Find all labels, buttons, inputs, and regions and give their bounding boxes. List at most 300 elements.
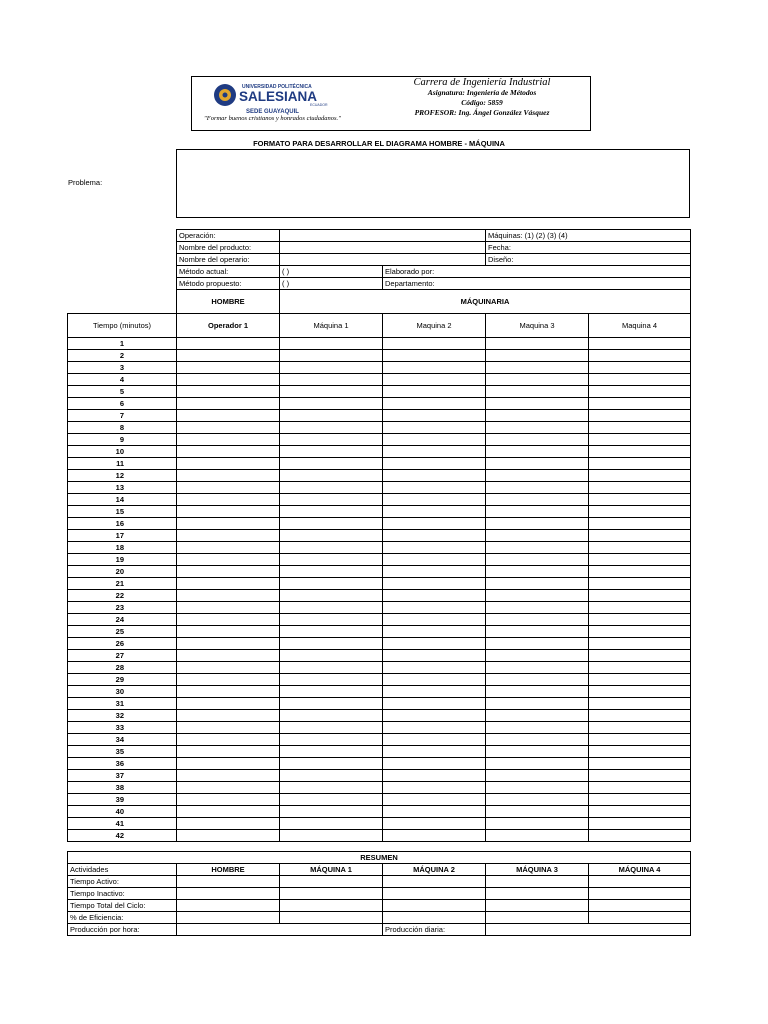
time-cell[interactable]	[280, 386, 383, 398]
group-maquinaria: MÁQUINARIA	[280, 290, 691, 314]
salesiana-logo	[212, 81, 342, 115]
time-cell[interactable]	[589, 710, 691, 722]
time-cell[interactable]	[589, 338, 691, 350]
time-cell[interactable]	[177, 518, 280, 530]
time-cell[interactable]	[383, 446, 486, 458]
time-row-number: 13	[68, 482, 177, 494]
time-cell[interactable]	[177, 614, 280, 626]
time-cell[interactable]	[280, 602, 383, 614]
time-row-number: 38	[68, 782, 177, 794]
time-cell[interactable]	[280, 530, 383, 542]
time-cell[interactable]	[177, 554, 280, 566]
time-row-number: 15	[68, 506, 177, 518]
resumen-cell[interactable]	[486, 876, 589, 888]
time-cell[interactable]	[177, 830, 280, 842]
time-cell[interactable]	[589, 482, 691, 494]
professor: PROFESOR: Ing. Ángel González Vásquez	[414, 108, 550, 117]
time-cell[interactable]	[589, 398, 691, 410]
time-cell[interactable]	[177, 650, 280, 662]
time-row	[68, 662, 691, 674]
time-cell[interactable]	[383, 590, 486, 602]
time-cell[interactable]	[177, 746, 280, 758]
time-cell[interactable]	[383, 422, 486, 434]
time-cell[interactable]	[383, 698, 486, 710]
time-cell[interactable]	[177, 722, 280, 734]
time-cell[interactable]	[589, 734, 691, 746]
time-row	[68, 362, 691, 374]
elaborado-label: Elaborado por:	[383, 266, 691, 278]
time-cell[interactable]	[383, 746, 486, 758]
time-cell[interactable]	[589, 494, 691, 506]
time-row	[68, 794, 691, 806]
time-cell[interactable]	[589, 362, 691, 374]
time-cell[interactable]	[177, 386, 280, 398]
time-cell[interactable]	[280, 710, 383, 722]
time-cell[interactable]	[383, 554, 486, 566]
time-cell[interactable]	[589, 830, 691, 842]
time-row	[68, 446, 691, 458]
time-cell[interactable]	[383, 602, 486, 614]
fecha-label: Fecha:	[486, 242, 691, 254]
time-cell[interactable]	[486, 530, 589, 542]
time-row-number: 5	[68, 386, 177, 398]
time-cell[interactable]	[486, 722, 589, 734]
time-cell[interactable]	[486, 350, 589, 362]
time-cell[interactable]	[383, 506, 486, 518]
time-row-number: 25	[68, 626, 177, 638]
time-cell[interactable]	[280, 434, 383, 446]
time-cell[interactable]	[383, 470, 486, 482]
time-row	[68, 410, 691, 422]
time-cell[interactable]	[589, 446, 691, 458]
resumen-cell[interactable]	[589, 912, 691, 924]
time-row-number: 35	[68, 746, 177, 758]
time-row	[68, 626, 691, 638]
time-cell[interactable]	[280, 638, 383, 650]
time-cell[interactable]	[589, 410, 691, 422]
time-cell[interactable]	[177, 626, 280, 638]
resumen-hombre: HOMBRE	[177, 864, 280, 876]
metodo-actual-check[interactable]: ( )	[280, 266, 383, 278]
time-cell[interactable]	[280, 830, 383, 842]
time-cell[interactable]	[177, 398, 280, 410]
time-cell[interactable]	[280, 374, 383, 386]
time-cell[interactable]	[383, 818, 486, 830]
time-cell[interactable]	[589, 650, 691, 662]
time-cell[interactable]	[589, 350, 691, 362]
time-cell[interactable]	[486, 506, 589, 518]
time-row-number: 11	[68, 458, 177, 470]
time-cell[interactable]	[280, 806, 383, 818]
operario-label: Nombre del operario:	[177, 254, 280, 266]
time-cell[interactable]	[486, 818, 589, 830]
time-cell[interactable]	[486, 674, 589, 686]
time-cell[interactable]	[383, 614, 486, 626]
time-cell[interactable]	[280, 542, 383, 554]
time-cell[interactable]	[177, 578, 280, 590]
time-cell[interactable]	[177, 602, 280, 614]
time-cell[interactable]	[383, 626, 486, 638]
time-cell[interactable]	[589, 686, 691, 698]
time-cell[interactable]	[177, 458, 280, 470]
time-cell[interactable]	[486, 710, 589, 722]
time-cell[interactable]	[177, 818, 280, 830]
time-cell[interactable]	[589, 578, 691, 590]
time-cell[interactable]	[177, 374, 280, 386]
metodo-propuesto-check[interactable]: ( )	[280, 278, 383, 290]
time-cell[interactable]	[589, 602, 691, 614]
time-cell[interactable]	[383, 458, 486, 470]
resumen-cell[interactable]	[589, 900, 691, 912]
time-cell[interactable]	[589, 782, 691, 794]
time-cell[interactable]	[486, 746, 589, 758]
time-cell[interactable]	[177, 566, 280, 578]
time-cell[interactable]	[486, 782, 589, 794]
departamento-label: Departamento:	[383, 278, 691, 290]
time-cell[interactable]	[589, 542, 691, 554]
time-cell[interactable]	[177, 710, 280, 722]
time-cell[interactable]	[589, 698, 691, 710]
operacion-field[interactable]	[280, 230, 486, 242]
resumen-cell[interactable]	[280, 888, 383, 900]
time-row-number: 26	[68, 638, 177, 650]
time-cell[interactable]	[589, 794, 691, 806]
time-cell[interactable]	[589, 662, 691, 674]
time-cell[interactable]	[177, 482, 280, 494]
time-cell[interactable]	[486, 338, 589, 350]
resumen-cell[interactable]	[177, 912, 280, 924]
time-row-number: 42	[68, 830, 177, 842]
time-cell[interactable]	[589, 554, 691, 566]
time-cell[interactable]	[486, 446, 589, 458]
time-cell[interactable]	[280, 470, 383, 482]
time-cell[interactable]	[589, 746, 691, 758]
time-cell[interactable]	[486, 470, 589, 482]
time-cell[interactable]	[177, 686, 280, 698]
time-cell[interactable]	[486, 770, 589, 782]
col-maquina-2: Maquina 2	[383, 314, 486, 338]
time-cell[interactable]	[177, 530, 280, 542]
time-cell[interactable]	[280, 362, 383, 374]
time-row	[68, 830, 691, 842]
time-cell[interactable]	[383, 782, 486, 794]
time-cell[interactable]	[383, 434, 486, 446]
time-cell[interactable]	[589, 626, 691, 638]
time-cell[interactable]	[280, 758, 383, 770]
time-cell[interactable]	[589, 470, 691, 482]
time-cell[interactable]	[280, 398, 383, 410]
logo-university: UNIVERSIDAD POLITÉCNICA	[242, 84, 312, 90]
time-cell[interactable]	[280, 674, 383, 686]
time-cell[interactable]	[486, 794, 589, 806]
time-cell[interactable]	[486, 410, 589, 422]
time-cell[interactable]	[177, 638, 280, 650]
time-cell[interactable]	[383, 518, 486, 530]
col-operador: Operador 1	[177, 314, 280, 338]
time-cell[interactable]	[383, 638, 486, 650]
time-cell[interactable]	[280, 566, 383, 578]
resumen-cell[interactable]	[486, 900, 589, 912]
time-cell[interactable]	[177, 506, 280, 518]
time-row-number: 23	[68, 602, 177, 614]
resumen-cell[interactable]	[177, 888, 280, 900]
time-row	[68, 698, 691, 710]
time-cell[interactable]	[280, 722, 383, 734]
resumen-cell[interactable]	[383, 876, 486, 888]
time-cell[interactable]	[177, 734, 280, 746]
resumen-cell[interactable]	[177, 876, 280, 888]
time-cell[interactable]	[383, 398, 486, 410]
time-cell[interactable]	[383, 758, 486, 770]
time-cell[interactable]	[280, 614, 383, 626]
time-cell[interactable]	[589, 506, 691, 518]
time-cell[interactable]	[383, 482, 486, 494]
header-box	[191, 76, 591, 131]
time-cell[interactable]	[383, 494, 486, 506]
time-cell[interactable]	[177, 410, 280, 422]
time-cell[interactable]	[177, 782, 280, 794]
time-row-number: 7	[68, 410, 177, 422]
resumen-cell[interactable]	[589, 888, 691, 900]
time-cell[interactable]	[486, 638, 589, 650]
col-maquina-4: Maquina 4	[589, 314, 691, 338]
time-row	[68, 770, 691, 782]
time-cell[interactable]	[589, 674, 691, 686]
time-cell[interactable]	[280, 698, 383, 710]
time-cell[interactable]	[383, 674, 486, 686]
time-cell[interactable]	[177, 446, 280, 458]
time-cell[interactable]	[589, 518, 691, 530]
time-cell[interactable]	[280, 338, 383, 350]
time-cell[interactable]	[280, 590, 383, 602]
time-cell[interactable]	[177, 362, 280, 374]
produccion-hora-field[interactable]	[177, 924, 383, 936]
time-cell[interactable]	[280, 458, 383, 470]
time-row	[68, 542, 691, 554]
time-cell[interactable]	[589, 638, 691, 650]
resumen-cell[interactable]	[280, 900, 383, 912]
time-row-number: 28	[68, 662, 177, 674]
operario-field[interactable]	[280, 254, 486, 266]
time-cell[interactable]	[589, 434, 691, 446]
time-cell[interactable]	[486, 422, 589, 434]
time-cell[interactable]	[383, 650, 486, 662]
time-cell[interactable]	[280, 626, 383, 638]
time-cell[interactable]	[486, 734, 589, 746]
time-cell[interactable]	[280, 518, 383, 530]
time-cell[interactable]	[383, 722, 486, 734]
time-cell[interactable]	[280, 746, 383, 758]
time-cell[interactable]	[486, 494, 589, 506]
time-cell[interactable]	[486, 362, 589, 374]
time-cell[interactable]	[177, 590, 280, 602]
maquinas-label: Máquinas: (1) (2) (3) (4)	[486, 230, 691, 242]
time-row-number: 21	[68, 578, 177, 590]
time-cell[interactable]	[589, 770, 691, 782]
time-cell[interactable]	[486, 566, 589, 578]
operacion-label: Operación:	[177, 230, 280, 242]
group-hombre: HOMBRE	[177, 290, 280, 314]
time-cell[interactable]	[589, 818, 691, 830]
time-row-number: 22	[68, 590, 177, 602]
producto-field[interactable]	[280, 242, 486, 254]
course-code: Código: 5859	[461, 98, 503, 107]
time-row	[68, 374, 691, 386]
time-row-number: 27	[68, 650, 177, 662]
time-cell[interactable]	[486, 830, 589, 842]
time-row	[68, 674, 691, 686]
time-cell[interactable]	[589, 722, 691, 734]
time-cell[interactable]	[177, 350, 280, 362]
time-cell[interactable]	[589, 758, 691, 770]
time-cell[interactable]	[177, 794, 280, 806]
eficiencia-label: % de Eficiencia:	[68, 912, 177, 924]
time-cell[interactable]	[486, 590, 589, 602]
time-cell[interactable]	[383, 806, 486, 818]
time-cell[interactable]	[486, 758, 589, 770]
time-row	[68, 590, 691, 602]
time-row	[68, 482, 691, 494]
time-row	[68, 578, 691, 590]
time-cell[interactable]	[486, 434, 589, 446]
time-cell[interactable]	[280, 782, 383, 794]
tiempo-inactivo-label: Tiempo Inactivo:	[68, 888, 177, 900]
time-row	[68, 686, 691, 698]
time-cell[interactable]	[280, 818, 383, 830]
time-cell[interactable]	[486, 614, 589, 626]
resumen-cell[interactable]	[383, 900, 486, 912]
time-cell[interactable]	[486, 386, 589, 398]
time-cell[interactable]	[383, 794, 486, 806]
resumen-cell[interactable]	[280, 876, 383, 888]
time-cell[interactable]	[177, 758, 280, 770]
time-row	[68, 554, 691, 566]
time-cell[interactable]	[486, 518, 589, 530]
resumen-cell[interactable]	[486, 888, 589, 900]
time-cell[interactable]	[486, 482, 589, 494]
time-row-number: 17	[68, 530, 177, 542]
resumen-cell[interactable]	[383, 888, 486, 900]
time-cell[interactable]	[177, 494, 280, 506]
time-cell[interactable]	[280, 554, 383, 566]
time-cell[interactable]	[383, 566, 486, 578]
time-cell[interactable]	[177, 662, 280, 674]
resumen-cell[interactable]	[280, 912, 383, 924]
time-cell[interactable]	[486, 458, 589, 470]
time-cell[interactable]	[486, 554, 589, 566]
time-cell[interactable]	[589, 566, 691, 578]
time-cell[interactable]	[280, 686, 383, 698]
time-cell[interactable]	[280, 578, 383, 590]
time-cell[interactable]	[383, 338, 486, 350]
time-cell[interactable]	[280, 446, 383, 458]
time-row-number: 41	[68, 818, 177, 830]
time-cell[interactable]	[280, 650, 383, 662]
time-cell[interactable]	[280, 494, 383, 506]
time-cell[interactable]	[383, 686, 486, 698]
time-row-number: 10	[68, 446, 177, 458]
time-grid	[67, 289, 691, 842]
time-cell[interactable]	[383, 578, 486, 590]
time-cell[interactable]	[383, 374, 486, 386]
time-cell[interactable]	[383, 770, 486, 782]
time-cell[interactable]	[177, 698, 280, 710]
time-cell[interactable]	[177, 770, 280, 782]
time-cell[interactable]	[589, 422, 691, 434]
time-cell[interactable]	[280, 770, 383, 782]
time-cell[interactable]	[177, 806, 280, 818]
time-cell[interactable]	[280, 410, 383, 422]
time-cell[interactable]	[486, 650, 589, 662]
time-cell[interactable]	[280, 422, 383, 434]
tiempo-activo-label: Tiempo Activo:	[68, 876, 177, 888]
resumen-cell[interactable]	[383, 912, 486, 924]
time-cell[interactable]	[486, 686, 589, 698]
time-cell[interactable]	[486, 806, 589, 818]
time-cell[interactable]	[383, 386, 486, 398]
time-cell[interactable]	[589, 806, 691, 818]
time-cell[interactable]	[486, 398, 589, 410]
time-cell[interactable]	[177, 434, 280, 446]
time-row	[68, 494, 691, 506]
time-cell[interactable]	[383, 710, 486, 722]
resumen-cell[interactable]	[589, 876, 691, 888]
problem-input-box[interactable]	[176, 149, 690, 218]
time-cell[interactable]	[383, 830, 486, 842]
time-cell[interactable]	[486, 662, 589, 674]
time-cell[interactable]	[486, 626, 589, 638]
time-cell[interactable]	[177, 422, 280, 434]
time-row-number: 18	[68, 542, 177, 554]
time-cell[interactable]	[177, 470, 280, 482]
time-cell[interactable]	[486, 698, 589, 710]
time-cell[interactable]	[589, 458, 691, 470]
produccion-diaria-field[interactable]	[486, 924, 691, 936]
time-cell[interactable]	[383, 734, 486, 746]
time-cell[interactable]	[177, 674, 280, 686]
resumen-table	[67, 851, 691, 936]
time-cell[interactable]	[383, 362, 486, 374]
time-cell[interactable]	[280, 482, 383, 494]
time-cell[interactable]	[589, 614, 691, 626]
time-cell[interactable]	[280, 662, 383, 674]
time-cell[interactable]	[383, 662, 486, 674]
time-cell[interactable]	[383, 530, 486, 542]
time-row	[68, 614, 691, 626]
time-cell[interactable]	[589, 374, 691, 386]
resumen-cell[interactable]	[177, 900, 280, 912]
time-cell[interactable]	[486, 542, 589, 554]
time-cell[interactable]	[486, 578, 589, 590]
time-cell[interactable]	[177, 542, 280, 554]
time-cell[interactable]	[280, 794, 383, 806]
time-cell[interactable]	[383, 350, 486, 362]
time-row-number: 29	[68, 674, 177, 686]
time-cell[interactable]	[589, 530, 691, 542]
time-cell[interactable]	[486, 602, 589, 614]
resumen-cell[interactable]	[486, 912, 589, 924]
time-cell[interactable]	[589, 386, 691, 398]
time-cell[interactable]	[280, 506, 383, 518]
time-cell[interactable]	[486, 374, 589, 386]
time-cell[interactable]	[383, 542, 486, 554]
time-cell[interactable]	[280, 734, 383, 746]
time-row	[68, 398, 691, 410]
time-cell[interactable]	[177, 338, 280, 350]
time-cell[interactable]	[280, 350, 383, 362]
time-cell[interactable]	[383, 410, 486, 422]
time-cell[interactable]	[589, 590, 691, 602]
